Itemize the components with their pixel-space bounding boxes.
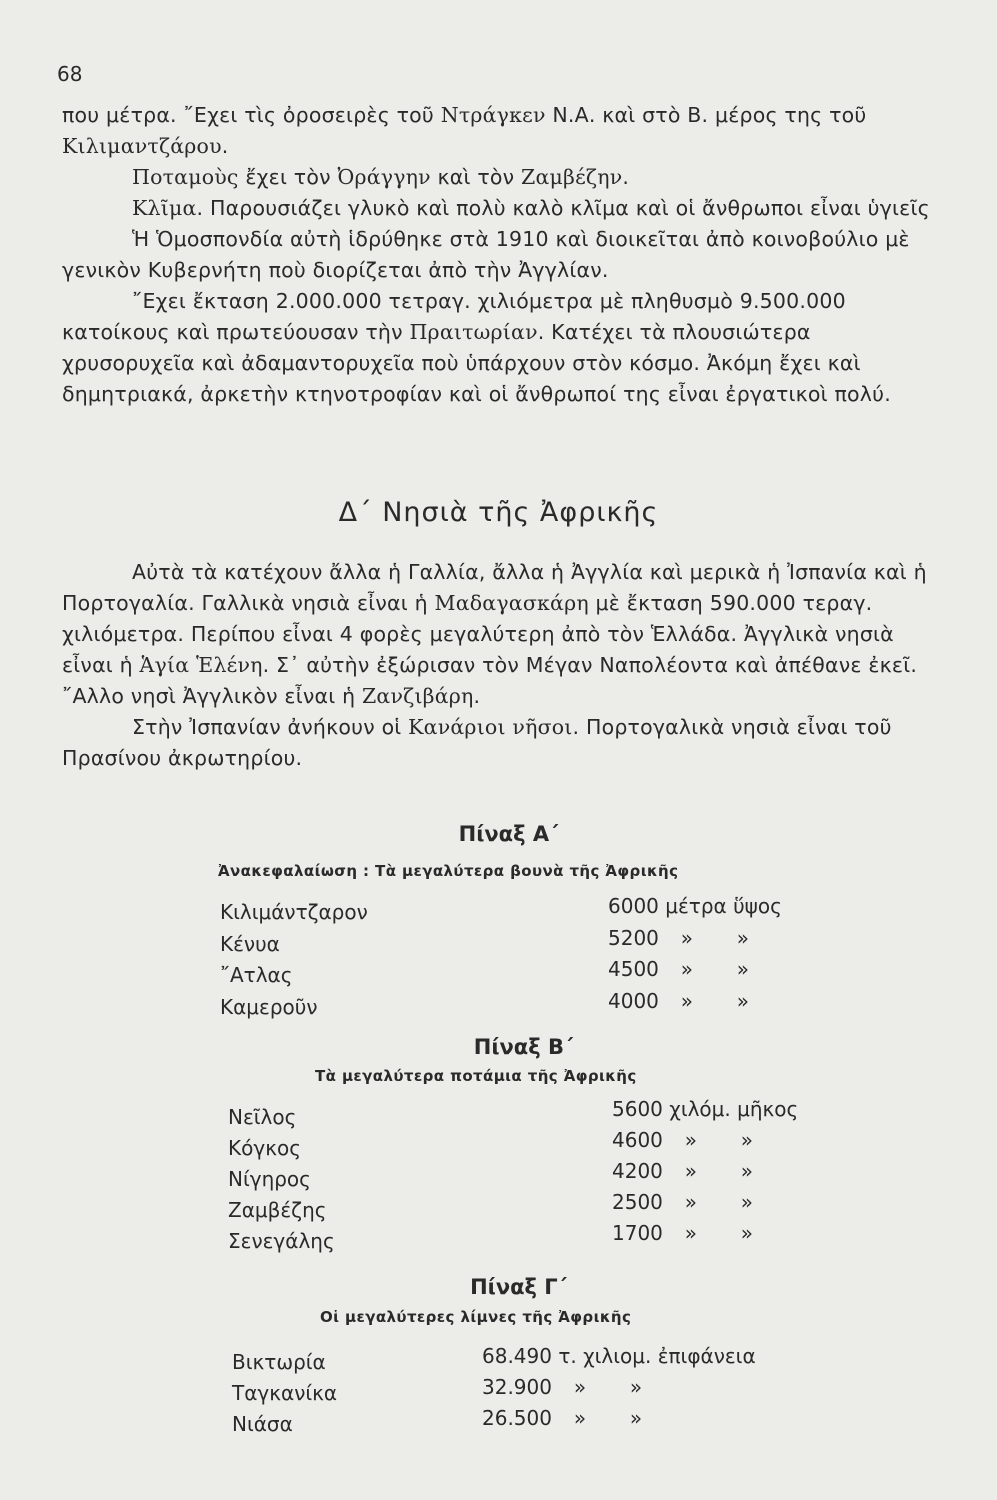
emphasized-term: Κιλιμαντζάρου bbox=[62, 134, 222, 158]
value-number: 5600 bbox=[612, 1097, 663, 1121]
table-row-value bbox=[612, 1128, 775, 1152]
text-segment: ῎Εχει ἔκταση 2.000.000 τετραγ. χιλιόμετρα μὲ πληθυσμὸ 9.500.000 κατοίκους καὶ πρωτεύουσαν τὴν bbox=[62, 289, 846, 344]
ditto-mark: » bbox=[736, 988, 750, 1013]
value-number: 4600 bbox=[612, 1128, 663, 1152]
emphasized-term: Ζανζιβάρη bbox=[361, 684, 474, 708]
emphasized-term: Ποταμοὺς bbox=[132, 165, 239, 189]
value-number: 4200 bbox=[612, 1159, 663, 1183]
table-row-name: Καμεροῦν bbox=[220, 994, 318, 1019]
table-row-name: Κόγκος bbox=[228, 1136, 301, 1160]
table-row-name: Κιλιμάντζαρον bbox=[220, 900, 368, 924]
table-row-value bbox=[608, 957, 771, 981]
emphasized-term: Ὀράγγην bbox=[337, 165, 431, 189]
section-heading: Δ΄ Νησιὰ τῆς Ἀφρικῆς bbox=[338, 497, 659, 528]
paragraph bbox=[62, 557, 934, 712]
value-unit: χιλόμ. μῆκος bbox=[662, 1097, 799, 1121]
paragraph bbox=[62, 224, 934, 286]
text-segment: Ἡ Ὁμοσπονδία αὐτὴ ἱδρύθηκε στὰ 1910 καὶ διοικεῖται ἀπὸ κοινοβούλιο μὲ γενικὸν Κυβερνήτη ποὺ διορίζεται ἀπὸ τὴν Ἀγγλίαν. bbox=[62, 227, 910, 282]
table-row-name: Ζαμβέζης bbox=[228, 1198, 327, 1222]
table-row-name: Βικτωρία bbox=[232, 1350, 326, 1374]
table-row-value bbox=[608, 989, 771, 1013]
table-a-subtitle: Ἀνακεφαλαίωση : Τὰ μεγαλύτερα βουνὰ τῆς Ἀφρικῆς bbox=[218, 862, 679, 880]
ditto-mark: » bbox=[573, 1406, 587, 1430]
text-segment: . Σ᾽ αὐτὴν ἐξώρισαν τὸν Μέγαν Ναπολέοντα καὶ ἀπέθανε ἐκεῖ. ῎Αλλο νησὶ Ἀγγλικὸν εἶναι ἡ bbox=[62, 653, 918, 708]
ditto-mark: » bbox=[573, 1375, 587, 1399]
paragraph bbox=[62, 193, 934, 224]
emphasized-term: Ἁγία Ἑλένη bbox=[139, 653, 263, 677]
ditto-mark: » bbox=[629, 1375, 643, 1399]
ditto-mark: » bbox=[684, 1190, 698, 1214]
value-number: 32.900 bbox=[482, 1375, 552, 1399]
text-segment: . Παρουσιάζει γλυκὸ καὶ πολὺ καλὸ κλῖμα καὶ οἱ ἄνθρωποι εἶναι ὑγιεῖς bbox=[196, 196, 930, 220]
value-number: 2500 bbox=[612, 1190, 663, 1214]
paragraph bbox=[62, 100, 934, 162]
table-row-value bbox=[612, 1159, 775, 1183]
table-row-value bbox=[608, 926, 771, 950]
ditto-mark: » bbox=[684, 1128, 698, 1152]
paragraph bbox=[62, 162, 934, 193]
value-number: 4000 bbox=[608, 988, 659, 1013]
value-number: 6000 bbox=[608, 894, 659, 918]
value-number: 5200 bbox=[608, 925, 659, 950]
table-a-title: Πίναξ Α΄ bbox=[458, 822, 559, 846]
text-segment: . Κατέχει τὰ πλουσιώτερα χρυσορυχεῖα καὶ ἀδαμαντορυχεῖα ποὺ ὑπάρχουν στὸν κόσμο. Ἀκόμη ἔχει καὶ δημητριακά, ἀρκετὴν κτηνοτροφίαν καὶ οἱ ἄνθρωποί της εἶναι ἐργατικοὶ πολύ. bbox=[62, 320, 891, 406]
text-segment: . bbox=[622, 165, 630, 189]
ditto-mark: » bbox=[736, 957, 750, 981]
emphasized-term: Κανάριοι νῆσοι bbox=[408, 715, 573, 739]
value-number: 68.490 bbox=[482, 1344, 552, 1368]
emphasized-term: Μαδαγασκάρη bbox=[434, 591, 589, 615]
emphasized-term: Ζαμβέζην bbox=[521, 165, 623, 189]
emphasized-term: Κλῖμα bbox=[132, 196, 197, 220]
value-number: 1700 bbox=[612, 1221, 663, 1245]
table-c-title: Πίναξ Γ΄ bbox=[470, 1275, 567, 1299]
text-segment: . bbox=[221, 134, 229, 158]
text-segment: Αὐτὰ τὰ κατέχουν ἄλλα ἡ Γαλλία, ἄλλα ἡ Ἀγγλία καὶ μερικὰ ἡ Ἰσπανία καὶ ἡ Πορτογαλία. Γαλλικὰ νησιὰ εἶναι ἡ bbox=[62, 560, 927, 615]
table-row-name: Ταγκανίκα bbox=[232, 1381, 338, 1405]
emphasized-term: Πραιτωρίαν bbox=[409, 320, 538, 344]
body-text-islands bbox=[62, 557, 934, 774]
paragraph bbox=[62, 712, 934, 774]
ditto-mark: » bbox=[629, 1406, 643, 1430]
value-number: 26.500 bbox=[482, 1406, 552, 1430]
table-row-value bbox=[612, 1190, 775, 1214]
ditto-mark: » bbox=[680, 957, 694, 981]
value-unit: τ. χιλιομ. ἐπιφάνεια bbox=[551, 1344, 756, 1368]
table-row-value bbox=[608, 894, 782, 918]
table-row-value bbox=[482, 1406, 664, 1430]
page-number: 68 bbox=[57, 62, 83, 86]
ditto-mark: » bbox=[740, 1221, 754, 1245]
table-row-name: Νίγηρος bbox=[228, 1167, 311, 1191]
table-row-name: Νεῖλος bbox=[228, 1105, 297, 1129]
table-row-value bbox=[482, 1375, 664, 1399]
table-row-value bbox=[482, 1344, 756, 1368]
table-b-title: Πίναξ Β΄ bbox=[473, 1035, 574, 1059]
text-segment: μὲ ἔκταση 590.000 τεραγ. χιλιόμετρα. Περίπου εἶναι 4 φορὲς μεγαλύτερη ἀπὸ τὸν Ἑλλάδα. Ἀγγλικὰ νησιὰ εἶναι ἡ bbox=[62, 591, 894, 677]
ditto-mark: » bbox=[736, 925, 750, 950]
table-row-name: Νιάσα bbox=[232, 1412, 293, 1436]
ditto-mark: » bbox=[680, 988, 694, 1013]
text-segment: . Πορτογαλικὰ νησιὰ εἶναι τοῦ Πρασίνου ἀκρωτηρίου. bbox=[62, 715, 892, 770]
ditto-mark: » bbox=[740, 1159, 754, 1183]
value-unit: μέτρα ὕψος bbox=[658, 894, 782, 918]
ditto-mark: » bbox=[684, 1159, 698, 1183]
text-segment: Ν.Α. καὶ στὸ Β. μέρος της τοῦ bbox=[545, 103, 867, 127]
table-row-name: ῎Ατλας bbox=[220, 963, 293, 987]
paragraph bbox=[62, 286, 934, 410]
ditto-mark: » bbox=[684, 1221, 698, 1245]
body-text-top bbox=[62, 100, 934, 410]
value-number: 4500 bbox=[608, 957, 659, 981]
ditto-mark: » bbox=[740, 1190, 754, 1214]
text-segment: Στὴν Ἰσπανίαν ἀνήκουν οἱ bbox=[132, 715, 409, 739]
table-row-name: Κένυα bbox=[220, 931, 280, 956]
table-row-value bbox=[612, 1221, 775, 1245]
table-row-value bbox=[612, 1097, 798, 1121]
ditto-mark: » bbox=[680, 925, 694, 950]
text-segment: καὶ τὸν bbox=[430, 165, 522, 189]
table-row-name: Σενεγάλης bbox=[228, 1229, 335, 1253]
text-segment: ἔχει τὸν bbox=[238, 165, 338, 189]
ditto-mark: » bbox=[740, 1128, 754, 1152]
emphasized-term: Ντράγκεν bbox=[440, 103, 546, 127]
text-segment: που μέτρα. ῎Εχει τὶς ὀροσειρὲς τοῦ bbox=[62, 103, 441, 127]
table-b-subtitle: Τὰ μεγαλύτερα ποτάμια τῆς Ἀφρικῆς bbox=[315, 1067, 637, 1085]
table-c-subtitle: Οἱ μεγαλύτερες λίμνες τῆς Ἀφρικῆς bbox=[320, 1308, 632, 1326]
text-segment: . bbox=[473, 684, 481, 708]
